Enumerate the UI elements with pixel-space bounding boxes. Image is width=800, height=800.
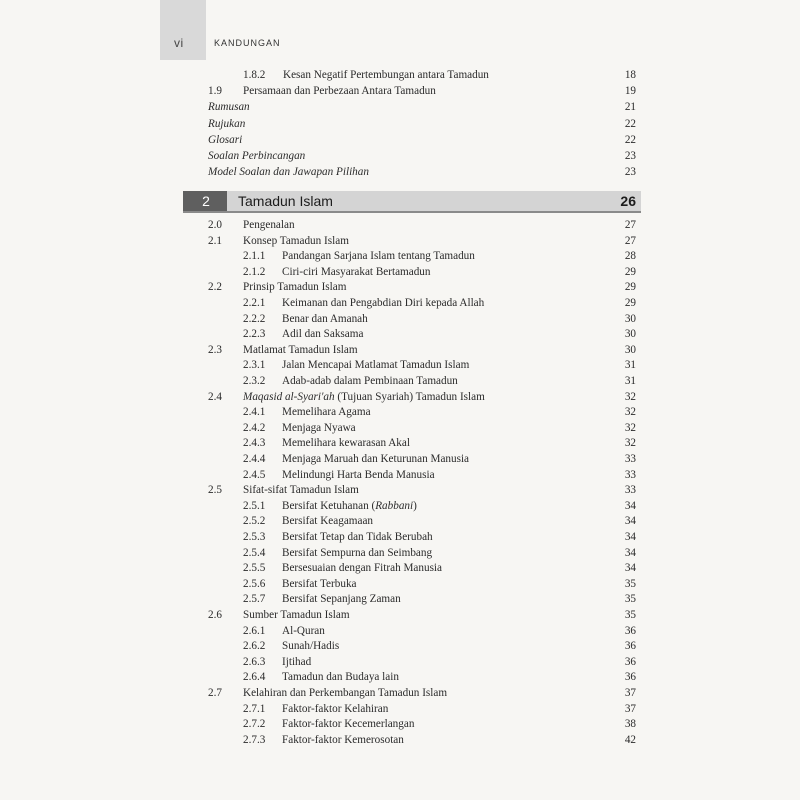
toc-entry: [0, 592, 800, 607]
toc-entry-title: [243, 390, 485, 405]
toc-entry-number: 2.4.3: [243, 437, 266, 450]
toc-entry: [0, 249, 800, 264]
toc-entry-page: 23: [624, 166, 636, 179]
toc-entry-page: 30: [624, 343, 636, 356]
toc-entry-number: 2.3.2: [243, 375, 266, 387]
toc-entry-number: 2.4.2: [243, 421, 266, 434]
toc-entry-number: 2.2: [208, 281, 222, 294]
toc-entry-number: 2.1.1: [243, 250, 266, 263]
toc-entry: [0, 117, 800, 132]
toc-entry-title: Al-Quran: [282, 624, 325, 637]
toc-entry: [0, 702, 800, 717]
toc-entry-title: Sifat-sifat Tamadun Islam: [243, 484, 359, 497]
toc-entry-title: Soalan Perbincangan: [208, 150, 306, 162]
toc-entry-title: Ciri-ciri Masyarakat Bertamadun: [282, 265, 431, 278]
toc-entry-page: 27: [624, 219, 636, 231]
toc-entry-page: 34: [624, 531, 636, 543]
toc-entry-page: 29: [624, 297, 636, 309]
toc-entry-title: Sumber Tamadun Islam: [243, 609, 350, 621]
page-number: vi: [174, 36, 184, 50]
toc-entry: [0, 483, 800, 498]
toc-entry-title: Rumusan: [208, 101, 250, 114]
toc-entry-number: 2.5.3: [243, 531, 266, 543]
toc-entry-number: 2.5.5: [243, 562, 266, 575]
toc-entry-number: 2.3.1: [243, 359, 266, 372]
toc-entry-number: 2.1: [208, 234, 222, 247]
toc-entry-page: 27: [624, 234, 636, 247]
toc-entry-title: Prinsip Tamadun Islam: [243, 281, 347, 294]
toc-entry-number: 2.4: [208, 390, 222, 403]
toc-entry-page: 29: [624, 281, 636, 294]
toc-entry: [0, 165, 800, 180]
toc-entry-page: 30: [624, 312, 636, 325]
toc-entry-number: 2.6.2: [243, 640, 266, 653]
toc-entry-title: Matlamat Tamadun Islam: [243, 343, 358, 356]
toc-entry-title: Kesan Negatif Pertembungan antara Tamadun: [283, 69, 489, 81]
toc-entry-page: 32: [624, 390, 636, 403]
toc-entry-number: 2.7.3: [243, 733, 266, 746]
toc-entry-number: 2.2.1: [243, 297, 266, 309]
toc-entry-title: Pengenalan: [243, 219, 295, 231]
toc-entry-title: Konsep Tamadun Islam: [243, 234, 349, 247]
toc-entry: [0, 390, 800, 405]
toc-entry-page: 32: [624, 406, 636, 419]
toc-entry-page: 34: [624, 562, 636, 575]
toc-entry-number: 2.4.5: [243, 468, 266, 481]
toc-entry-title: Menjaga Maruah dan Keturunan Manusia: [282, 453, 470, 465]
toc-entry-page: 19: [624, 85, 636, 98]
toc-entry-title: Model Soalan dan Jawapan Pilihan: [208, 166, 369, 179]
toc-entry-number: 2.5.4: [243, 546, 266, 559]
toc-entry-page: 34: [624, 499, 636, 512]
toc-entry-page: 22: [624, 133, 636, 146]
toc-entry: [0, 280, 800, 295]
toc-entry-title: Bersifat Sepanjang Zaman: [282, 593, 401, 606]
toc-entry-title-start: Bersifat Ketuhanan (: [282, 499, 376, 512]
toc-entry: [0, 530, 800, 545]
toc-entry-page: 36: [624, 640, 636, 653]
toc-entry: [0, 405, 800, 420]
toc-entry-title: Persamaan dan Perbezaan Antara Tamadun: [243, 85, 436, 98]
toc-entry-page: 35: [624, 609, 636, 621]
toc-entry-title: Adil dan Saksama: [282, 328, 364, 341]
toc-entry-title: Memelihara Agama: [282, 406, 371, 419]
toc-entry-page: 31: [624, 375, 636, 387]
toc-entry-title: Faktor-faktor Kelahiran: [282, 702, 389, 715]
toc-entry-number: 2.6.3: [243, 655, 266, 668]
toc-entry-title: Sunah/Hadis: [282, 640, 340, 653]
toc-entry-number: 2.6.1: [243, 624, 266, 637]
toc-entry: [0, 149, 800, 164]
toc-entry: [0, 639, 800, 654]
toc-entry-page: 30: [624, 328, 636, 341]
toc-entry-title: Bersifat Keagamaan: [282, 515, 374, 528]
chapter-number: 2: [202, 193, 210, 209]
toc-entry-page: 31: [624, 359, 636, 372]
toc-entry-title: Menjaga Nyawa: [282, 421, 356, 434]
toc-entry-page: 33: [624, 453, 636, 465]
toc-entry: [0, 327, 800, 342]
toc-entry: [0, 84, 800, 99]
toc-entry-title-italic: Rabbani: [375, 499, 414, 512]
toc-entry-number: 2.7.1: [243, 702, 266, 715]
toc-entry: [0, 717, 800, 732]
toc-entry-page: 29: [624, 265, 636, 278]
toc-entry-page: 36: [624, 624, 636, 637]
toc-entry-title: Bersifat Tetap dan Tidak Berubah: [282, 531, 433, 543]
toc-entry-page: 42: [624, 733, 636, 746]
toc-entry-page: 21: [624, 101, 636, 114]
toc-entry-number: 2.5.6: [243, 577, 266, 590]
toc-entry-page: 28: [624, 250, 636, 263]
toc-entry: [0, 68, 800, 83]
toc-entry-title: Glosari: [208, 133, 243, 146]
toc-entry-page: 34: [624, 546, 636, 559]
toc-entry: [0, 514, 800, 529]
toc-entry: [0, 100, 800, 115]
toc-entry: [0, 670, 800, 685]
toc-entry: [0, 133, 800, 148]
toc-entry-page: 37: [624, 702, 636, 715]
toc-entry-number: 2.1.2: [243, 265, 266, 278]
toc-entry-title: Faktor-faktor Kecemerlangan: [282, 718, 415, 731]
toc-entry: [0, 608, 800, 623]
toc-entry: [0, 577, 800, 592]
toc-entry-page: 34: [624, 515, 636, 528]
toc-entry-number: 2.5: [208, 484, 222, 497]
toc-entry-page: 35: [624, 577, 636, 590]
toc-entry: [0, 358, 800, 373]
toc-entry-title: Melindungi Harta Benda Manusia: [282, 468, 435, 481]
toc-entry-title: [282, 499, 417, 514]
toc-entry-number: 2.5.2: [243, 515, 266, 528]
toc-entry-page: 18: [624, 69, 636, 81]
toc-entry-number: 2.4.1: [243, 406, 266, 419]
toc-entry-title-end: ): [413, 499, 417, 512]
toc-entry: [0, 374, 800, 389]
toc-entry-page: 32: [624, 437, 636, 450]
toc-entry-title: Adab-adab dalam Pembinaan Tamadun: [282, 375, 458, 387]
toc-entry: [0, 218, 800, 233]
toc-entry-number: 2.4.4: [243, 453, 266, 465]
toc-entry-title: Benar dan Amanah: [282, 312, 368, 325]
toc-entry-title: Keimanan dan Pengabdian Diri kepada Allah: [282, 297, 485, 309]
toc-entry-page: 38: [624, 718, 636, 731]
toc-entry-title-italic: Maqasid al-Syari'ah: [243, 390, 335, 403]
toc-entry-title: Bersifat Sempurna dan Seimbang: [282, 546, 433, 559]
chapter-page-number: 26: [620, 193, 636, 209]
toc-entry-number: 2.0: [208, 219, 222, 231]
toc-entry-page: 33: [624, 484, 636, 497]
toc-entry-page: 37: [624, 687, 636, 699]
toc-entry: [0, 265, 800, 280]
toc-entry: [0, 452, 800, 467]
toc-entry-number: 2.5.1: [243, 499, 266, 512]
toc-entry: [0, 343, 800, 358]
toc-entry-number: 2.2.2: [243, 312, 266, 325]
toc-entry: [0, 421, 800, 436]
toc-entry-title-rest: (Tujuan Syariah) Tamadun Islam: [334, 390, 485, 403]
chapter-title: Tamadun Islam: [238, 193, 333, 209]
toc-entry: [0, 561, 800, 576]
toc-entry-title: Bersesuaian dengan Fitrah Manusia: [282, 562, 443, 575]
toc-entry: [0, 686, 800, 701]
toc-entry-number: 1.8.2: [243, 69, 266, 81]
toc-entry-title: Kelahiran dan Perkembangan Tamadun Islam: [243, 687, 448, 699]
page-number-tab: [160, 0, 206, 60]
toc-entry-title: Ijtihad: [282, 655, 312, 668]
toc-entry-number: 2.6: [208, 609, 222, 621]
toc-entry-title: Pandangan Sarjana Islam tentang Tamadun: [282, 250, 475, 263]
toc-entry: [0, 296, 800, 311]
running-head: KANDUNGAN: [214, 38, 281, 48]
toc-entry: [0, 624, 800, 639]
toc-entry-number: 2.5.7: [243, 593, 266, 606]
toc-entry: [0, 436, 800, 451]
toc-entry-page: 36: [624, 655, 636, 668]
toc-entry-title: Faktor-faktor Kemerosotan: [282, 733, 404, 746]
toc-entry-page: 32: [624, 421, 636, 434]
toc-entry-page: 36: [624, 671, 636, 684]
toc-entry-number: 2.6.4: [243, 671, 266, 684]
toc-entry-number: 2.7.2: [243, 718, 266, 731]
toc-entry-page: 23: [624, 150, 636, 162]
toc-entry-page: 33: [624, 468, 636, 481]
toc-entry: [0, 468, 800, 483]
toc-entry-number: 2.2.3: [243, 328, 266, 341]
toc-entry: [0, 655, 800, 670]
toc-entry-number: 1.9: [208, 85, 222, 98]
toc-entry-number: 2.7: [208, 687, 222, 699]
toc-entry: [0, 234, 800, 249]
toc-entry: [0, 546, 800, 561]
toc-entry-number: 2.3: [208, 343, 222, 356]
toc-entry: [0, 312, 800, 327]
toc-entry: [0, 733, 800, 748]
toc-entry-title: Jalan Mencapai Matlamat Tamadun Islam: [282, 359, 470, 372]
toc-entry: [0, 499, 800, 514]
toc-entry-title: Rujukan: [208, 117, 246, 130]
toc-entry-page: 22: [624, 117, 636, 130]
toc-entry-title: Bersifat Terbuka: [282, 577, 357, 590]
toc-entry-title: Memelihara kewarasan Akal: [282, 437, 410, 450]
toc-entry-page: 35: [624, 593, 636, 606]
toc-entry-title: Tamadun dan Budaya lain: [282, 671, 399, 684]
